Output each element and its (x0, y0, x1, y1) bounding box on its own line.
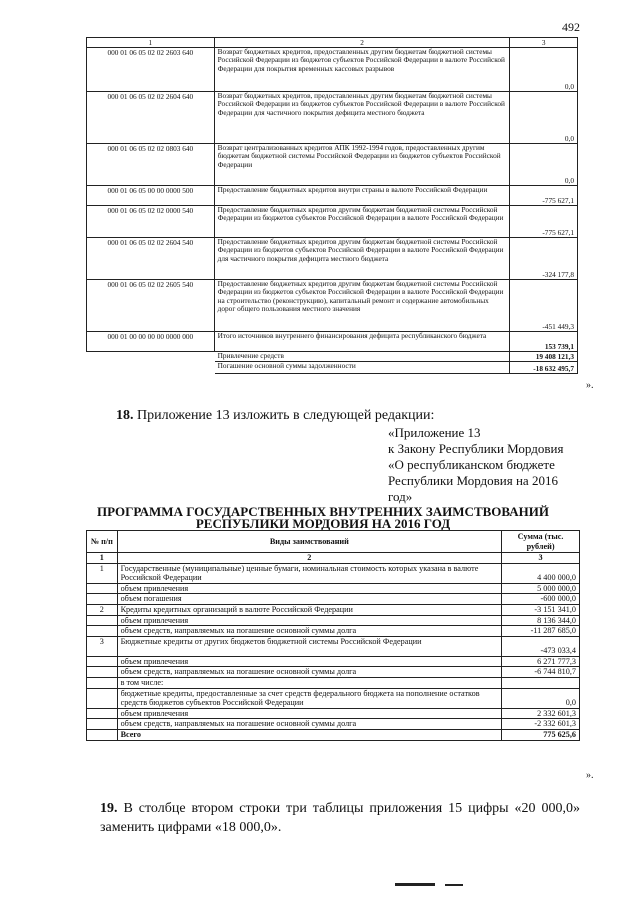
row-number (87, 583, 118, 594)
row-amount: 2 332 601,3 (502, 708, 580, 719)
col-number-2: 2 (117, 553, 502, 564)
row-name: Предоставление бюджетных кредитов другим бюджетам бюджетной системы Российской Федерации из бюджетов субъектов Российской Федерации в валюте Российской Федерации для частичного покрытия дефицита местного бюджета (214, 238, 510, 280)
row-code: 000 01 00 00 00 00 0000 000 (87, 332, 215, 352)
annex-line-4: Республики Мордовия на 2016 (388, 473, 558, 488)
row-kind: объем привлечения (117, 615, 502, 626)
annex-line-3: «О республиканском бюджете (388, 457, 555, 472)
sources-table-row (87, 238, 578, 280)
row-code: 000 01 06 05 00 00 0000 500 (87, 186, 215, 206)
item-18-text: Приложение 13 изложить в следующей редакции: (137, 408, 435, 423)
item-19 (100, 799, 580, 837)
row-amount: -18 632 495,7 (510, 362, 578, 374)
item-19-text: В столбце втором строки три таблицы приложения 15 цифры «20 000,0» заменить цифрами «18 000,0». (100, 801, 580, 835)
signature-mark (395, 883, 435, 886)
borrowings-table-row (87, 604, 580, 615)
row-kind: объем средств, направляемых на погашение основной суммы долга (117, 626, 502, 637)
row-number (87, 594, 118, 605)
total-number (87, 729, 118, 740)
sources-table-row (87, 92, 578, 144)
row-amount: 0,0 (510, 144, 578, 186)
sources-table-row (87, 206, 578, 238)
borrowings-table-row (87, 677, 580, 688)
row-number (87, 719, 118, 730)
header-col-1: 1 (87, 38, 215, 48)
row-number (87, 708, 118, 719)
row-kind: Государственные (муниципальные) ценные бумаги, номинальная стоимость которых указана в валюте Российской Федерации (117, 563, 502, 583)
borrowings-table-row (87, 688, 580, 708)
row-amount: -324 177,8 (510, 238, 578, 280)
row-amount: -775 627,1 (510, 186, 578, 206)
row-kind: объем привлечения (117, 656, 502, 667)
row-number (87, 615, 118, 626)
closing-quote-1: ». (586, 380, 594, 391)
row-amount: -6 744 810,7 (502, 667, 580, 678)
row-name: Предоставление бюджетных кредитов внутри страны в валюте Российской Федерации (214, 186, 510, 206)
borrowings-table-row (87, 563, 580, 583)
row-amount: -600 000,0 (502, 594, 580, 605)
row-kind: бюджетные кредиты, предоставленные за счет средств федерального бюджета на пополнение остатков средств бюджетов субъектов Российской Федерации (117, 688, 502, 708)
borrowings-table-row (87, 615, 580, 626)
row-amount: 0,0 (510, 48, 578, 92)
borrowings-table-row (87, 708, 580, 719)
row-kind: объем средств, направляемых на погашение основной суммы долга (117, 667, 502, 678)
row-number (87, 677, 118, 688)
header-amount: Сумма (тыс. рублей) (502, 531, 580, 553)
header-kind: Виды заимствований (117, 531, 502, 553)
row-code: 000 01 06 05 02 02 2604 640 (87, 92, 215, 144)
program-title (88, 506, 558, 530)
row-code (87, 352, 215, 362)
row-kind: Кредиты кредитных организаций в валюте Российской Федерации (117, 604, 502, 615)
borrowings-table-row (87, 719, 580, 730)
row-name: Итого источников внутреннего финансирования дефицита республиканского бюджета (214, 332, 510, 352)
row-number (87, 656, 118, 667)
sources-table (86, 37, 578, 374)
row-amount: -3 151 341,0 (502, 604, 580, 615)
program-title-line-2: РЕСПУБЛИКИ МОРДОВИЯ НА 2016 ГОД (195, 516, 451, 531)
row-amount: 5 000 000,0 (502, 583, 580, 594)
row-kind: в том числе: (117, 677, 502, 688)
annex-line-1: «Приложение 13 (388, 425, 481, 440)
row-amount: 4 400 000,0 (502, 563, 580, 583)
row-kind: объем средств, направляемых на погашение основной суммы долга (117, 719, 502, 730)
row-name: Предоставление бюджетных кредитов другим бюджетам бюджетной системы Российской Федерации из бюджетов субъектов Российской Федерации в валюте Российской Федерации (214, 206, 510, 238)
item-18 (116, 408, 434, 424)
row-amount: -11 287 685,0 (502, 626, 580, 637)
row-amount: -2 332 601,3 (502, 719, 580, 730)
annex-line-2: к Закону Республики Мордовия (388, 441, 564, 456)
borrowings-col-numbers (87, 553, 580, 564)
borrowings-table-row (87, 636, 580, 656)
row-number (87, 688, 118, 708)
sources-table-row (87, 48, 578, 92)
row-amount: -775 627,1 (510, 206, 578, 238)
sources-table-row (87, 280, 578, 332)
row-code: 000 01 06 05 02 02 2603 640 (87, 48, 215, 92)
row-number: 1 (87, 563, 118, 583)
row-number: 2 (87, 604, 118, 615)
sources-table-row (87, 332, 578, 352)
row-name: Предоставление бюджетных кредитов другим бюджетам бюджетной системы Российской Федерации из бюджетов субъектов Российской Федерации в валюте Российской Федерации на строительство (реконструкцию), капитальный ремонт и содержание автомобильных дорог общего пользования местного значения (214, 280, 510, 332)
total-amount: 775 625,6 (502, 729, 580, 740)
row-amount: 153 739,1 (510, 332, 578, 352)
sources-table-row (87, 362, 578, 374)
row-amount: -473 033,4 (502, 636, 580, 656)
closing-quote-2: ». (586, 770, 594, 781)
row-name: Возврат централизованных кредитов АПК 1992-1994 годов, предоставленных другим бюджетам бюджетной системы Российской Федерации из бюджетов субъектов Российской Федерации (214, 144, 510, 186)
row-kind: объем погашения (117, 594, 502, 605)
borrowings-table-header (87, 531, 580, 553)
row-amount: 19 408 121,3 (510, 352, 578, 362)
row-code: 000 01 06 05 02 02 2604 540 (87, 238, 215, 280)
row-code (87, 362, 215, 374)
row-number (87, 667, 118, 678)
row-amount (502, 677, 580, 688)
borrowings-table-row (87, 626, 580, 637)
header-col-2: 2 (214, 38, 510, 48)
borrowings-table-row (87, 667, 580, 678)
sources-table-row (87, 144, 578, 186)
row-kind: объем привлечения (117, 583, 502, 594)
item-19-number: 19. (100, 801, 118, 816)
borrowings-table-row (87, 656, 580, 667)
row-number: 3 (87, 636, 118, 656)
row-kind: Бюджетные кредиты от других бюджетов бюджетной системы Российской Федерации (117, 636, 502, 656)
annex-reference (388, 425, 588, 505)
total-label: Всего (117, 729, 502, 740)
row-code: 000 01 06 05 02 02 0803 640 (87, 144, 215, 186)
row-name: Возврат бюджетных кредитов, предоставленных другим бюджетам бюджетной системы Российской Федерации из бюджетов субъектов Российской Федерации в валюте Российской Федерации для частичного покрытия дефицита местного бюджета (214, 92, 510, 144)
row-kind: объем привлечения (117, 708, 502, 719)
col-number-1: 1 (87, 553, 118, 564)
borrowings-total-row (87, 729, 580, 740)
header-col-3: 3 (510, 38, 578, 48)
row-name: Возврат бюджетных кредитов, предоставленных другим бюджетам бюджетной системы Российской Федерации из бюджетов субъектов Российской Федерации в валюте Российской Федерации для покрытия временных кассовых разрывов (214, 48, 510, 92)
row-number (87, 626, 118, 637)
sources-table-row (87, 352, 578, 362)
page-number: 492 (562, 20, 580, 34)
row-amount: 8 136 344,0 (502, 615, 580, 626)
borrowings-table (86, 530, 580, 741)
borrowings-table-row (87, 583, 580, 594)
sources-table-row (87, 186, 578, 206)
row-amount: -451 449,3 (510, 280, 578, 332)
row-code: 000 01 06 05 02 02 2605 540 (87, 280, 215, 332)
row-amount: 0,0 (502, 688, 580, 708)
row-name: Привлечение средств (214, 352, 510, 362)
row-code: 000 01 06 05 02 02 0000 540 (87, 206, 215, 238)
borrowings-table-row (87, 594, 580, 605)
header-num: № п/п (87, 531, 118, 553)
item-18-number: 18. (116, 408, 134, 423)
row-amount: 6 271 777,3 (502, 656, 580, 667)
program-title-line-1: ПРОГРАММА ГОСУДАРСТВЕННЫХ ВНУТРЕННИХ ЗАИМСТВОВАНИЙ (97, 504, 549, 519)
sources-table-header (87, 38, 578, 48)
row-name: Погашение основной суммы задолженности (214, 362, 510, 374)
annex-line-5: год» (388, 489, 413, 504)
signature-mark-2 (445, 884, 463, 886)
row-amount: 0,0 (510, 92, 578, 144)
col-number-3: 3 (502, 553, 580, 564)
